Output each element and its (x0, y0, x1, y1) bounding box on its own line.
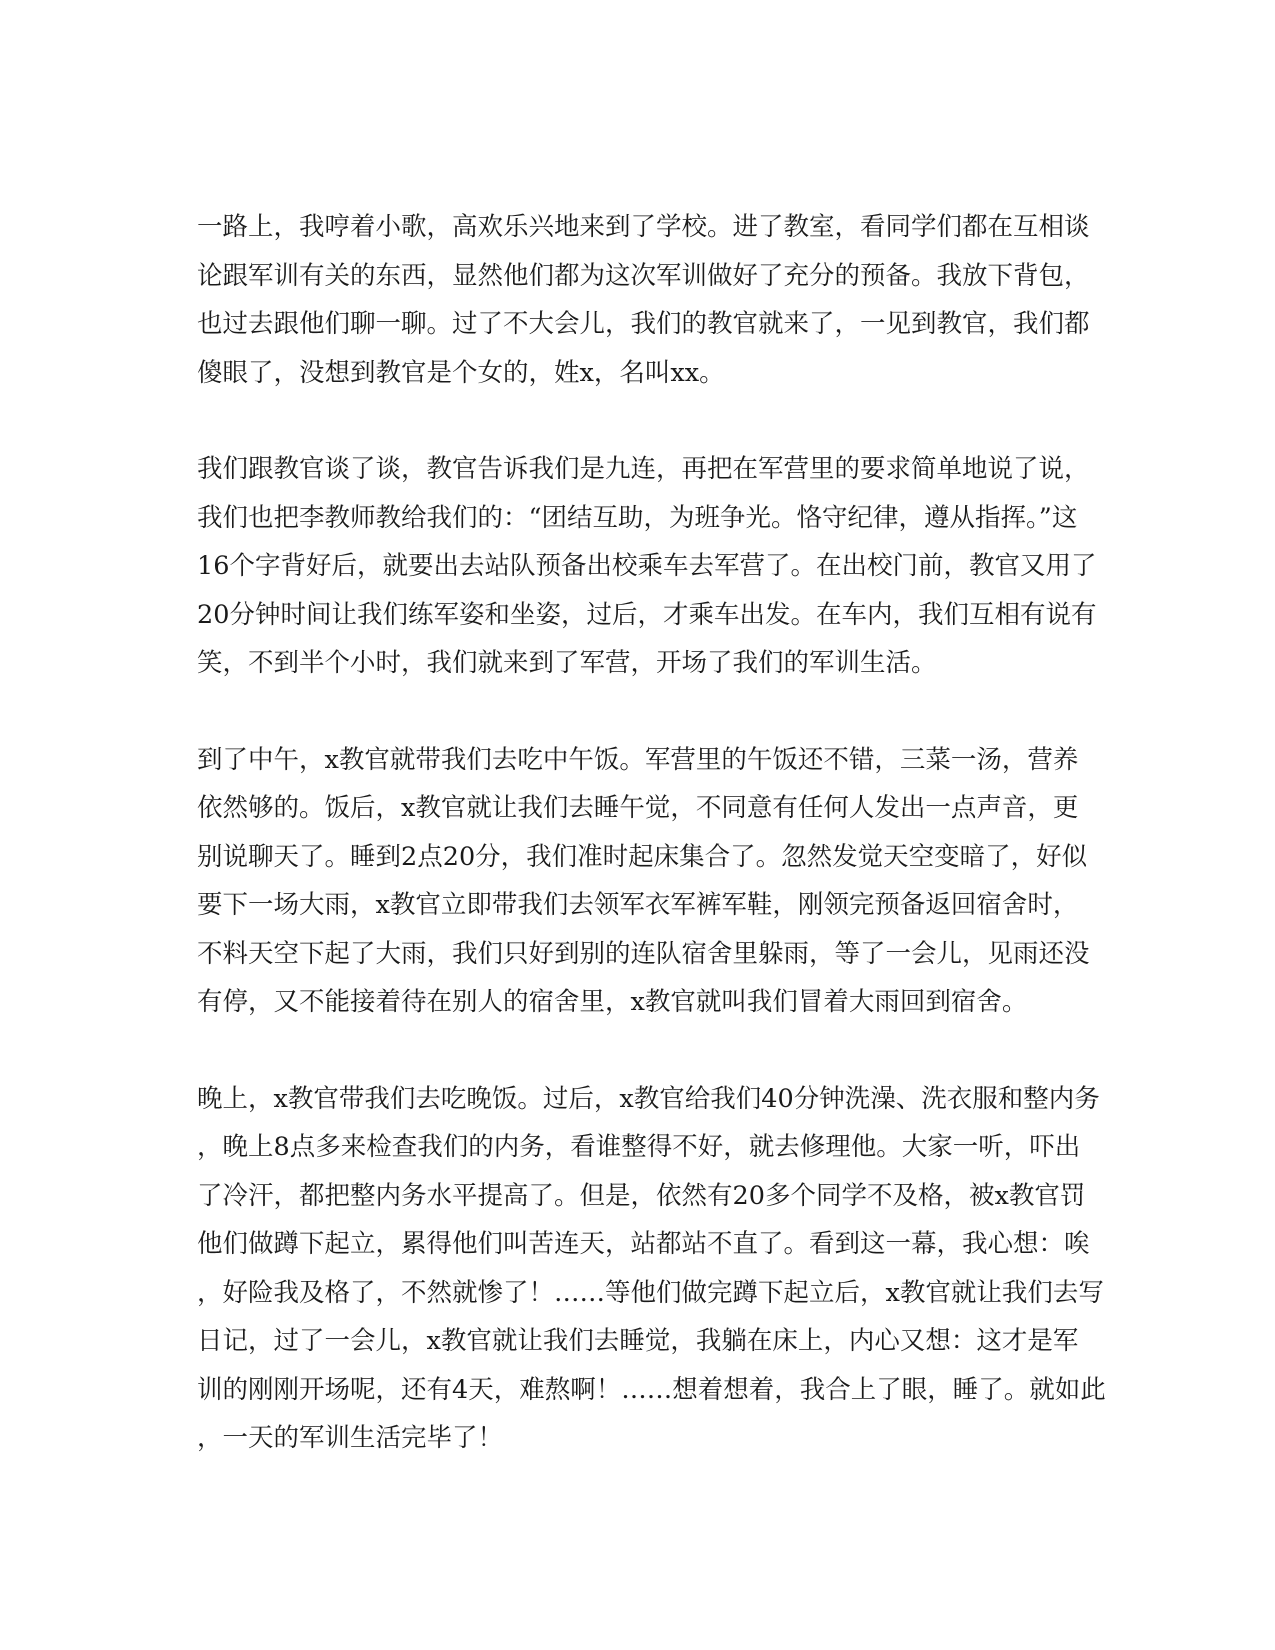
text-line: 依然够的。饭后，x教官就让我们去睡午觉，不同意有任何人发出一点声音，更 (197, 793, 1079, 823)
paragraph-3 (197, 736, 1090, 1027)
paragraph-4 (197, 1075, 1106, 1463)
text-line: 他们做蹲下起立，累得他们叫苦连天，站都站不直了。看到这一幕，我心想：唉 (197, 1229, 1090, 1259)
text-line: 我们也把李教师教给我们的：“团结互助，为班争光。恪守纪律，遵从指挥。”这 (197, 502, 1078, 533)
text-line: 要下一场大雨，x教官立即带我们去领军衣军裤军鞋，刚领完预备返回宿舍时， (197, 890, 1079, 920)
text-line: ，晚上8点多来检查我们的内务，看谁整得不好，就去修理他。大家一听，吓出 (197, 1132, 1081, 1162)
text-line: 我们跟教官谈了谈，教官告诉我们是九连，再把在军营里的要求简单地说了说， (197, 454, 1090, 484)
paragraph-1 (197, 203, 1090, 397)
text-line: 也过去跟他们聊一聊。过了不大会儿，我们的教官就来了，一见到教官，我们都 (197, 309, 1090, 339)
text-line: 16个字背好后，就要出去站队预备出校乘车去军营了。在出校门前，教官又用了 (197, 551, 1097, 581)
text-line: ，好险我及格了，不然就惨了！……等他们做完蹲下起立后，x教官就让我们去写 (197, 1277, 1104, 1308)
text-line: 别说聊天了。睡到2点20分，我们准时起床集合了。忽然发觉天空变暗了，好似 (197, 841, 1088, 872)
text-line: 傻眼了，没想到教官是个女的，姓x，名叫xx。 (197, 357, 725, 388)
text-line: 日记，过了一会儿，x教官就让我们去睡觉，我躺在床上，内心又想：这才是军 (197, 1326, 1079, 1356)
text-line: 了冷汗，都把整内务水平提高了。但是，依然有20多个同学不及格，被x教官罚 (197, 1180, 1086, 1211)
text-line: 笑，不到半个小时，我们就来到了军营，开场了我们的军训生活。 (197, 648, 937, 678)
paragraph-2 (197, 445, 1097, 688)
text-line: 一路上，我哼着小歌，高欢乐兴地来到了学校。进了教室，看同学们都在互相谈 (197, 212, 1090, 242)
document-body (197, 203, 1106, 1511)
text-line: 晚上，x教官带我们去吃晚饭。过后，x教官给我们40分钟洗澡、洗衣服和整内务 (197, 1083, 1100, 1114)
text-line: 不料天空下起了大雨，我们只好到别的连队宿舍里躲雨，等了一会儿，见雨还没 (197, 938, 1090, 969)
text-line: 论跟军训有关的东西，显然他们都为这次军训做好了充分的预备。我放下背包， (197, 260, 1090, 291)
text-line: 有停，又不能接着待在别人的宿舍里，x教官就叫我们冒着大雨回到宿舍。 (197, 987, 1028, 1017)
text-line: 到了中午，x教官就带我们去吃中午饭。军营里的午饭还不错，三菜一汤，营养 (197, 744, 1079, 775)
text-line: ，一天的军训生活完毕了！ (197, 1423, 504, 1453)
text-line: 训的刚刚开场呢，还有4天，难熬啊！……想着想着，我合上了眼，睡了。就如此 (197, 1374, 1106, 1405)
text-line: 20分钟时间让我们练军姿和坐姿，过后，才乘车出发。在车内，我们互相有说有 (197, 599, 1097, 630)
